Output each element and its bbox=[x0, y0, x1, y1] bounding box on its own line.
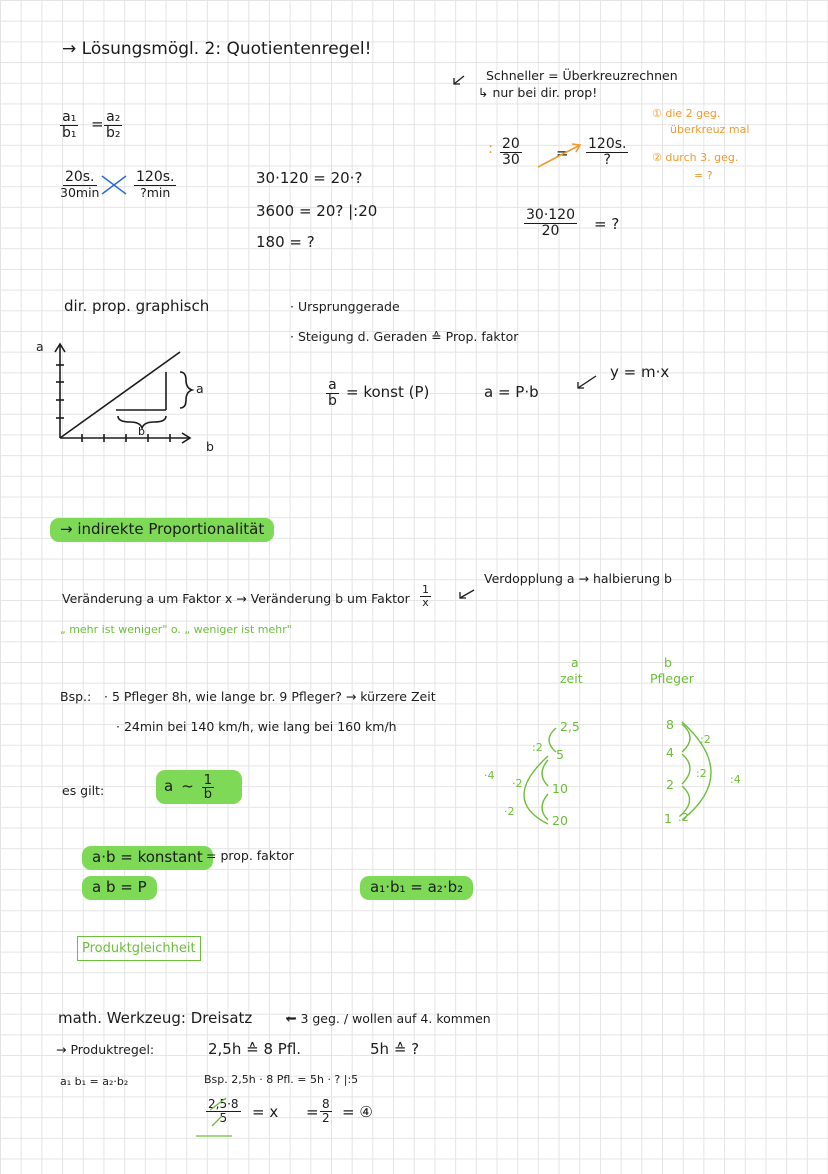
side-colon: : bbox=[488, 139, 494, 157]
time-value: 2,5 bbox=[560, 719, 580, 734]
pfleger-value: 4 bbox=[666, 745, 674, 760]
equality-highlight: a₁·b₁ = a₂·b₂ bbox=[360, 876, 473, 900]
abp-highlight: a b = P bbox=[82, 876, 157, 900]
time-op: ·2 bbox=[504, 805, 515, 818]
equals-sign: = bbox=[306, 1103, 319, 1121]
orange-step-1: ① die 2 geg. bbox=[652, 107, 721, 120]
change-text: Veränderung a um Faktor x → Veränderung b um Faktor bbox=[62, 591, 410, 606]
example-equals-x: = x bbox=[252, 1103, 279, 1121]
axis-label-b: b bbox=[206, 439, 214, 454]
graph-bullet-2: · Steigung d. Geraden ≙ Prop. faktor bbox=[290, 329, 519, 344]
time-value: 5 bbox=[556, 747, 564, 762]
pfleger-op: :4 bbox=[730, 773, 741, 786]
col-a-bottom: zeit bbox=[560, 671, 583, 686]
axis-label-a: a bbox=[36, 339, 44, 354]
col-b-top: b bbox=[664, 655, 672, 670]
rule-label: → Produktregel: bbox=[56, 1042, 155, 1057]
pfleger-value: 2 bbox=[666, 777, 674, 792]
relation-highlight: a ~ 1 b bbox=[156, 770, 242, 804]
side-fraction-left: $\frac{20}{30}$ bbox=[502, 136, 520, 169]
time-value: 20 bbox=[552, 813, 568, 828]
side-fraction-right: 120s. ? bbox=[588, 136, 627, 169]
pfleger-value: 8 bbox=[666, 717, 674, 732]
time-op: :2 bbox=[532, 741, 543, 754]
orange-step-1b: überkreuz mal bbox=[670, 123, 750, 136]
graph-heading: dir. prop. graphisch bbox=[64, 297, 210, 315]
pfleger-op: :2 bbox=[696, 767, 707, 780]
change-fraction: $\frac{1}{x}$ bbox=[422, 583, 429, 610]
col-a-top: a bbox=[571, 655, 579, 670]
calc-line-1: 30·120 = 20·? bbox=[256, 169, 363, 187]
equals-sign: = bbox=[91, 115, 104, 133]
arrow-left-icon bbox=[454, 76, 464, 84]
pfleger-op: :2 bbox=[700, 733, 711, 746]
arrow-left-icon bbox=[460, 376, 596, 598]
result-tail: = ? bbox=[594, 215, 620, 233]
tool-note: ← 3 geg. / wollen auf 4. kommen bbox=[286, 1011, 491, 1026]
constant-highlight: a·b = konstant bbox=[82, 846, 213, 870]
cross-arrows-icon bbox=[102, 176, 126, 194]
shortcut-note-2: ↳ nur bei dir. prop! bbox=[478, 85, 598, 100]
orange-step-2b: = ? bbox=[694, 169, 713, 182]
rule-given: 2,5h ≙ 8 Pfl. bbox=[208, 1040, 302, 1058]
doubling-note: Verdopplung a → halbierung b bbox=[484, 571, 672, 586]
example-label: Bsp.: bbox=[60, 689, 92, 704]
orange-step-2: ② durch 3. geg. bbox=[652, 151, 739, 164]
calc-line-2: 3600 = 20? |:20 bbox=[256, 202, 378, 220]
product-equality-box: Produktgleichheit bbox=[77, 936, 201, 961]
example-2: · 24min bei 140 km/h, wie lang bei 160 km/h bbox=[116, 719, 397, 734]
shortcut-note-1: Schneller = Überkreuzrechnen bbox=[486, 68, 678, 83]
example-1: · 5 Pfleger 8h, wie lange br. 9 Pfleger? → kürzere Zeit bbox=[104, 689, 436, 704]
rule-formula: a₁ b₁ = a₂·b₂ bbox=[60, 1075, 129, 1088]
rule-ask: 5h ≙ ? bbox=[370, 1040, 420, 1058]
example-fraction-right: 120s. ?min bbox=[136, 169, 175, 201]
constant-tail: = prop. faktor bbox=[206, 848, 294, 863]
example-fraction-left: 20s. 30min bbox=[60, 169, 100, 201]
slope-fraction: $\frac{a}{b}$ bbox=[328, 377, 337, 410]
col-b-bottom: Pfleger bbox=[650, 671, 694, 686]
green-op-arrows bbox=[524, 719, 711, 824]
graph-axes bbox=[55, 344, 192, 443]
example-fraction-2: $\frac{8}{2}$ bbox=[322, 1097, 330, 1126]
result-fraction: $\frac{30\cdot 120}{20}$ bbox=[526, 207, 575, 240]
rule-example: Bsp. 2,5h · 8 Pfl. = 5h · ? |:5 bbox=[204, 1073, 359, 1086]
section-heading-indirect: → indirekte Proportionalität bbox=[50, 518, 274, 542]
brace-label-b: b bbox=[138, 425, 145, 438]
example-fraction: $\frac{2,5\cdot 8}{5}$ bbox=[208, 1097, 239, 1126]
es-gilt-label: es gilt: bbox=[62, 783, 105, 798]
page-title: → Lösungsmögl. 2: Quotientenregel! bbox=[62, 39, 372, 59]
formula-y-mx: y = m·x bbox=[610, 363, 670, 381]
formula-a-pb: a = P·b bbox=[484, 383, 539, 401]
general-fraction-right: $\frac{\text{a₂}}{\text{b₂}}$ bbox=[106, 109, 121, 142]
pfleger-value: 1 bbox=[664, 811, 672, 826]
slope-constant: = konst (P) bbox=[346, 383, 430, 401]
time-op: ·4 bbox=[484, 769, 495, 782]
graph-bullet-1: · Ursprunggerade bbox=[290, 299, 400, 314]
side-equals: = bbox=[556, 144, 569, 162]
slogan: „ mehr ist weniger" o. „ weniger ist mehr" bbox=[60, 623, 292, 636]
pfleger-op: :2 bbox=[678, 811, 689, 824]
time-op: ·2 bbox=[512, 777, 523, 790]
calc-line-3: 180 = ? bbox=[256, 233, 315, 251]
time-value: 10 bbox=[552, 781, 568, 796]
general-fraction-left: $\frac{\text{a₁}}{\text{b₁}}$ bbox=[62, 109, 77, 142]
brace-label-a: a bbox=[196, 381, 204, 396]
tool-heading: math. Werkzeug: Dreisatz bbox=[58, 1009, 253, 1027]
example-result: = ④ bbox=[342, 1103, 373, 1121]
